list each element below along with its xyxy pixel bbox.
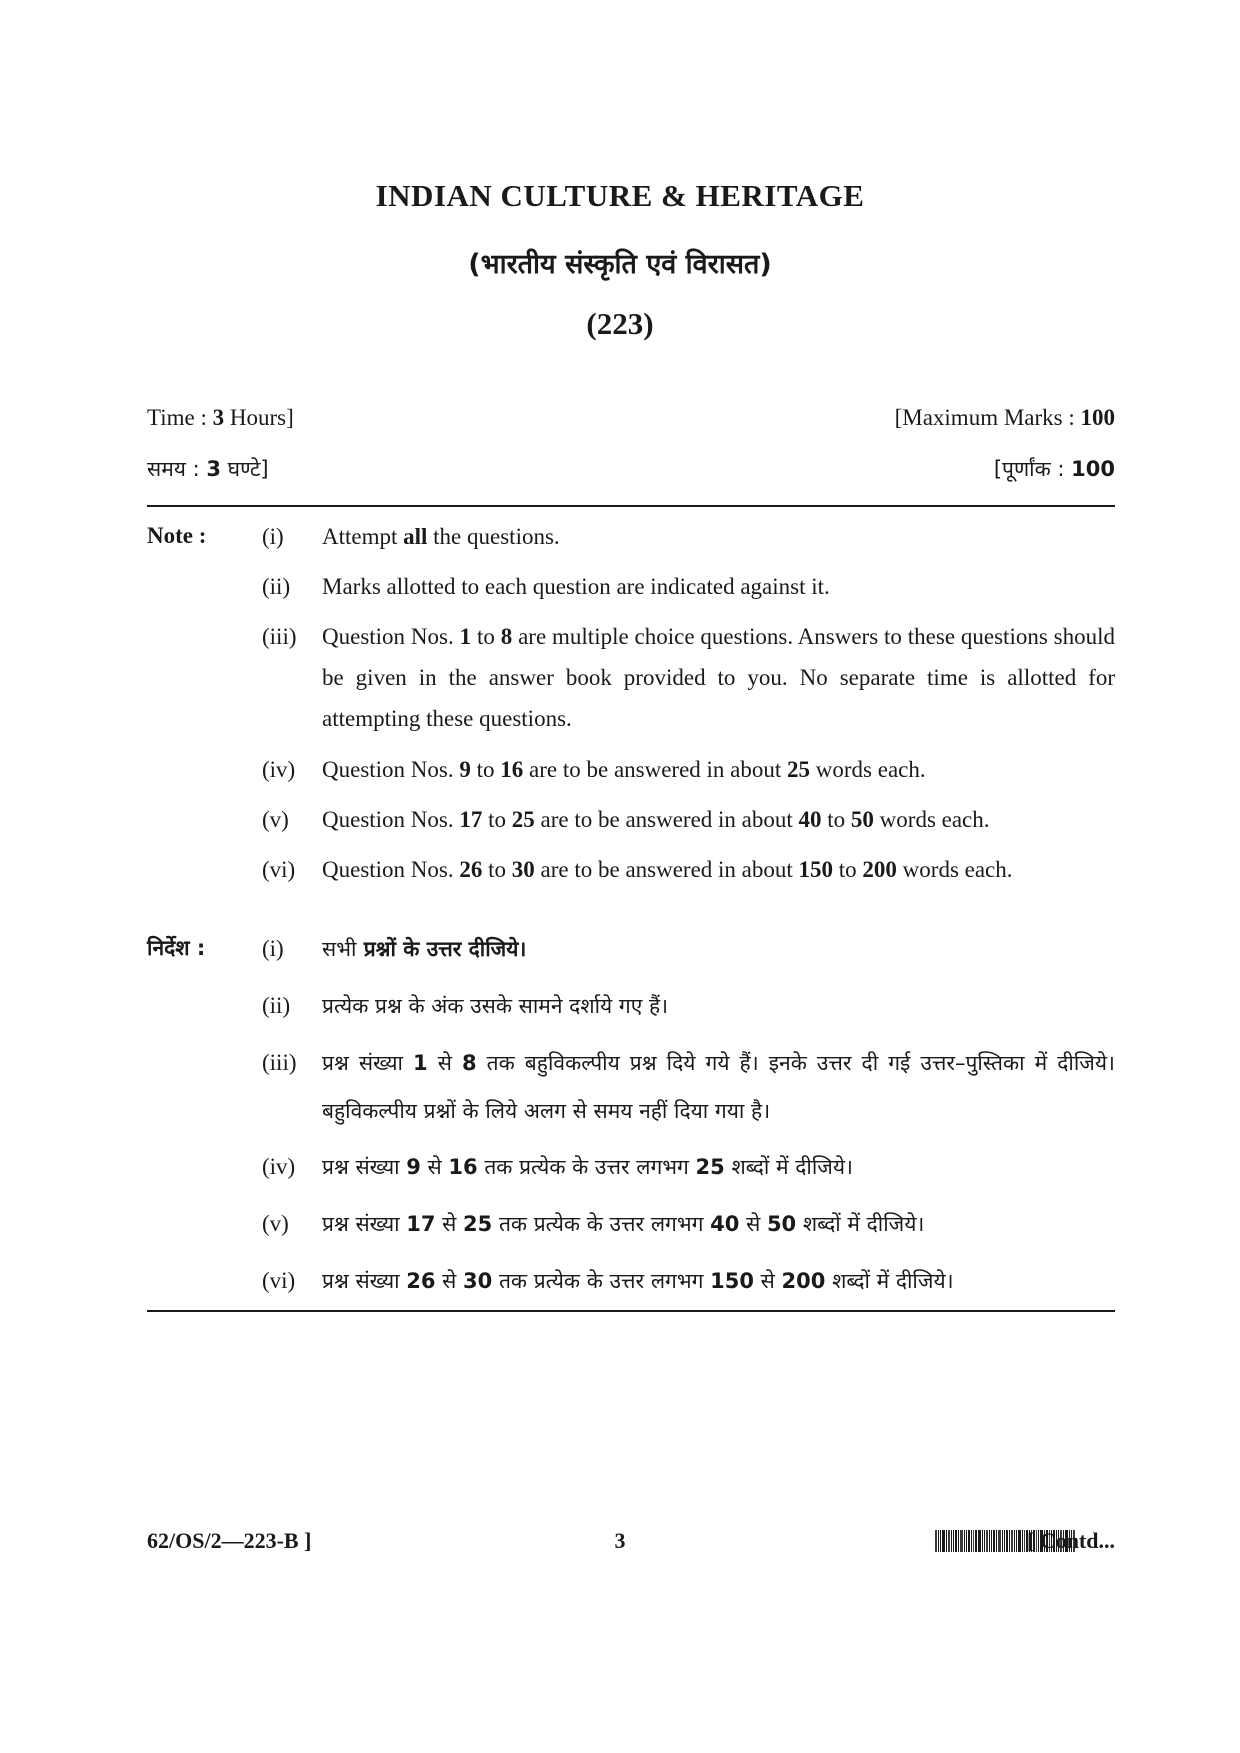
note-item-text: Marks allotted to each question are indicated against it.	[322, 574, 830, 599]
note-item-text: प्रश्न संख्या 26 से 30 तक प्रत्येक के उत्तर लगभग 150 से 200 शब्दों में दीजिये।	[322, 1269, 954, 1293]
barcode-bar	[991, 1530, 992, 1552]
barcode-bar	[942, 1530, 945, 1552]
paper-title-hindi: (भारतीय संस्कृति एवं विरासत)	[468, 249, 772, 280]
barcode-bar	[953, 1530, 954, 1552]
barcode-bar	[1018, 1530, 1021, 1552]
barcode-bar	[1004, 1530, 1005, 1552]
note-item-number: (iv)	[262, 1154, 296, 1179]
note-item-text: Question Nos. 26 to 30 are to be answered in about 150 to 200 words each.	[322, 857, 1013, 882]
note-item-number: (iii)	[262, 1050, 297, 1075]
barcode-bar	[986, 1530, 988, 1552]
continued-label: [ Contd...	[1026, 1528, 1115, 1553]
note-label: Note :	[147, 523, 207, 548]
note-item	[262, 566, 1115, 607]
barcode-bar	[998, 1530, 1001, 1552]
barcode-bar	[948, 1530, 950, 1552]
note-item-text: सभी प्रश्नों के उत्तर दीजिये।	[322, 937, 527, 961]
time-marks-row	[147, 405, 1115, 431]
note-item	[262, 982, 1115, 1030]
note-item	[262, 849, 1115, 890]
note-item	[262, 1143, 1115, 1191]
max-marks-info: [Maximum Marks : 100	[894, 405, 1115, 430]
note-item	[262, 616, 1115, 739]
note-item	[262, 516, 1115, 557]
note-item-text: प्रश्न संख्या 9 से 16 तक प्रत्येक के उत्तर लगभग 25 शब्दों में दीजिये।	[322, 1155, 853, 1179]
divider-bottom	[147, 1310, 1115, 1312]
note-item-number: (ii)	[262, 993, 291, 1018]
barcode-bar	[989, 1530, 990, 1552]
note-label-hindi: निर्देश :	[147, 936, 206, 960]
note-item-text: Attempt all the questions.	[322, 524, 560, 549]
note-item	[262, 749, 1115, 790]
barcode-bar	[935, 1530, 937, 1552]
barcode-bar	[1016, 1530, 1017, 1552]
note-item	[262, 799, 1115, 840]
barcode-bar	[1014, 1530, 1015, 1552]
barcode-bar	[971, 1530, 972, 1552]
barcode-bar	[968, 1530, 970, 1552]
barcode-bar	[978, 1530, 981, 1552]
note-item-number: (i)	[262, 936, 284, 961]
barcode-bar	[946, 1530, 947, 1552]
barcode-bar	[960, 1530, 963, 1552]
note-item-number: (vi)	[262, 857, 296, 882]
time-marks-row-hindi	[147, 455, 1115, 483]
note-item-number: (v)	[262, 1211, 289, 1236]
barcode-bar	[951, 1530, 952, 1552]
note-item-text: प्रत्येक प्रश्न के अंक उसके सामने दर्शाये गए हैं।	[322, 994, 669, 1018]
barcode-bar	[966, 1530, 967, 1552]
barcode-bar	[973, 1530, 974, 1552]
note-item-number: (ii)	[262, 574, 291, 599]
page-number: 3	[614, 1528, 626, 1553]
divider-top	[147, 505, 1115, 507]
max-marks-info-hindi: [पूर्णांक : 100	[993, 457, 1115, 481]
note-item-number: (iii)	[262, 624, 297, 649]
time-info-hindi: समय : 3 घण्टे]	[147, 457, 269, 481]
barcode-bar	[1006, 1530, 1008, 1552]
note-item	[262, 1257, 1115, 1305]
barcode-bar	[975, 1530, 977, 1552]
barcode-bar	[955, 1530, 957, 1552]
barcode-bar	[984, 1530, 985, 1552]
barcode-bar	[1011, 1530, 1013, 1552]
barcode-bar	[964, 1530, 965, 1552]
note-item-text: प्रश्न संख्या 17 से 25 तक प्रत्येक के उत्तर लगभग 40 से 50 शब्दों में दीजिये।	[322, 1212, 925, 1236]
barcode-bar	[958, 1530, 959, 1552]
note-item	[262, 1200, 1115, 1248]
barcode-bar	[940, 1530, 941, 1552]
time-info: Time : 3 Hours]	[147, 405, 294, 430]
barcode-bar	[1024, 1530, 1025, 1552]
barcode-bar	[1022, 1530, 1023, 1552]
note-item-text: Question Nos. 9 to 16 are to be answered in about 25 words each.	[322, 757, 926, 782]
barcode-bar	[993, 1530, 995, 1552]
paper-code: 62/OS/2—223-B ]	[147, 1528, 312, 1553]
note-item	[262, 1039, 1115, 1135]
barcode-bar	[996, 1530, 997, 1552]
subject-code: (223)	[586, 306, 654, 341]
note-item-text: Question Nos. 1 to 8 are multiple choice questions. Answers to these questions should be given in the answer book provided to you. No separate time is allotted for attempting these questions.	[322, 624, 1115, 731]
note-item-text: प्रश्न संख्या 1 से 8 तक बहुविकल्पीय प्रश्न दिये गये हैं। इनके उत्तर दी गई उत्तर–पुस्तिका में दीजिये। बहुविकल्पीय प्रश्नों के लिये अलग से समय नहीं दिया गया है।	[322, 1051, 1115, 1123]
note-item-number: (iv)	[262, 757, 296, 782]
barcode-bar	[938, 1530, 939, 1552]
barcode-bar	[1002, 1530, 1003, 1552]
note-item	[262, 925, 1115, 973]
barcode-bar	[982, 1530, 983, 1552]
note-item-number: (i)	[262, 524, 284, 549]
note-item-text: Question Nos. 17 to 25 are to be answered in about 40 to 50 words each.	[322, 807, 990, 832]
note-item-number: (v)	[262, 807, 289, 832]
note-item-number: (vi)	[262, 1268, 296, 1293]
paper-title: INDIAN CULTURE & HERITAGE	[375, 178, 865, 213]
barcode-bar	[1009, 1530, 1010, 1552]
